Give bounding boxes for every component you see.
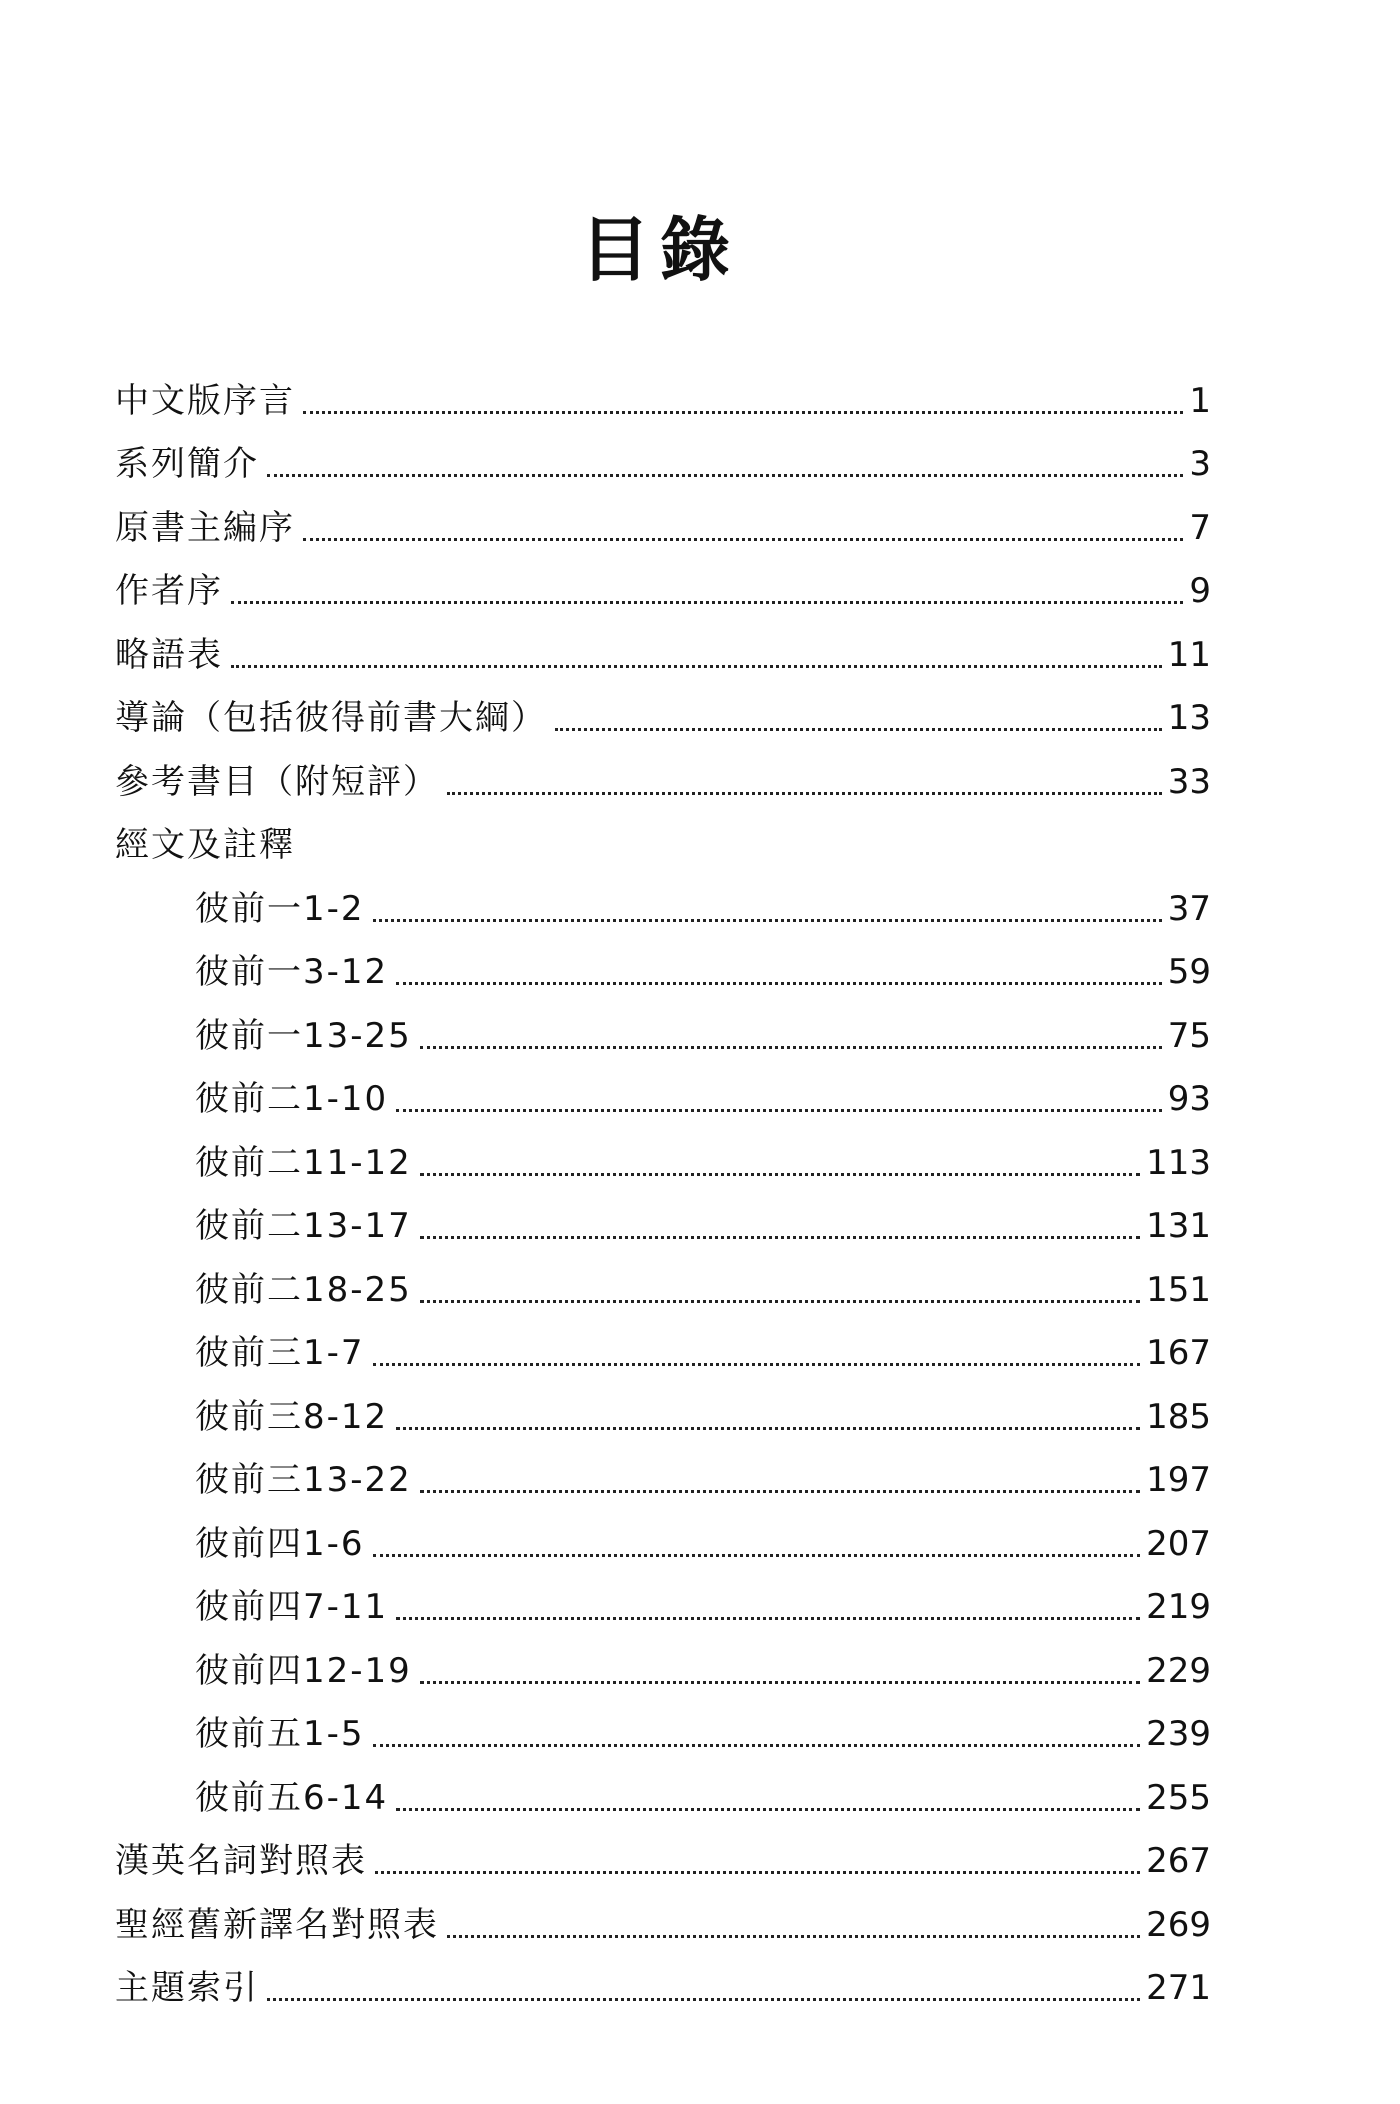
toc-dot-leader bbox=[303, 411, 1183, 414]
toc-dot-leader bbox=[420, 1046, 1162, 1049]
toc-page-number: 207 bbox=[1146, 1523, 1211, 1564]
toc-dot-leader bbox=[373, 1744, 1141, 1747]
toc-page-number: 113 bbox=[1146, 1142, 1211, 1183]
toc-page-number: 93 bbox=[1167, 1079, 1211, 1120]
toc-page-number: 131 bbox=[1146, 1206, 1211, 1247]
toc-entry-label: 中文版序言 bbox=[115, 380, 295, 421]
toc-dot-leader bbox=[396, 1808, 1140, 1811]
toc-entry[interactable] bbox=[115, 1247, 1211, 1311]
toc-entry-label: 彼前四1-6 bbox=[195, 1523, 365, 1564]
toc-page-number: 13 bbox=[1167, 698, 1211, 739]
toc-entry-label: 主題索引 bbox=[115, 1968, 259, 2009]
toc-page-number: 33 bbox=[1167, 761, 1211, 802]
toc-page-number: 7 bbox=[1189, 507, 1211, 548]
toc-page-number: 167 bbox=[1146, 1333, 1211, 1374]
toc-page-number: 271 bbox=[1146, 1968, 1211, 2009]
toc-dot-leader bbox=[267, 1998, 1140, 2001]
toc-dot-leader bbox=[373, 919, 1162, 922]
toc-dot-leader bbox=[396, 1109, 1162, 1112]
toc-entry[interactable] bbox=[115, 358, 1211, 422]
toc-entry-label: 聖經舊新譯名對照表 bbox=[115, 1904, 439, 1945]
toc-entry-label: 彼前一1-2 bbox=[195, 888, 365, 929]
toc-dot-leader bbox=[303, 538, 1183, 541]
toc-entry[interactable] bbox=[115, 1819, 1211, 1883]
toc-entry[interactable] bbox=[115, 1692, 1211, 1756]
toc-dot-leader bbox=[420, 1681, 1140, 1684]
toc-entry-label: 原書主編序 bbox=[115, 507, 295, 548]
toc-page-number: 151 bbox=[1146, 1269, 1211, 1310]
toc-page-number: 3 bbox=[1189, 444, 1211, 485]
toc-entry-label: 彼前二11-12 bbox=[195, 1142, 412, 1183]
toc-entry-label: 彼前二1-10 bbox=[195, 1079, 389, 1120]
toc-entry[interactable] bbox=[115, 612, 1211, 676]
toc-entry[interactable] bbox=[115, 930, 1211, 994]
toc-entry[interactable] bbox=[115, 549, 1211, 613]
toc-page-number: 239 bbox=[1146, 1714, 1211, 1755]
toc-page-number: 229 bbox=[1146, 1650, 1211, 1691]
toc-page-number: 59 bbox=[1167, 952, 1211, 993]
toc-entry[interactable] bbox=[115, 1946, 1211, 2010]
toc-page-number: 11 bbox=[1167, 634, 1211, 675]
toc-entry-label: 彼前五6-14 bbox=[195, 1777, 389, 1818]
toc-dot-leader bbox=[420, 1300, 1140, 1303]
toc-entry-label: 系列簡介 bbox=[115, 444, 259, 485]
toc-entry[interactable] bbox=[115, 1438, 1211, 1502]
toc-entry-label: 彼前二13-17 bbox=[195, 1206, 412, 1247]
toc-entry-label: 彼前三8-12 bbox=[195, 1396, 389, 1437]
toc-page-number: 1 bbox=[1189, 380, 1211, 421]
toc-entry[interactable] bbox=[115, 1628, 1211, 1692]
toc-dot-leader bbox=[447, 1935, 1140, 1938]
toc-entry-label: 彼前五1-5 bbox=[195, 1714, 365, 1755]
toc-dot-leader bbox=[396, 982, 1162, 985]
toc-entry-label: 彼前四7-11 bbox=[195, 1587, 389, 1628]
toc-entry[interactable] bbox=[115, 1184, 1211, 1248]
page-title: 目錄 bbox=[580, 208, 740, 291]
toc-page-number: 75 bbox=[1167, 1015, 1211, 1056]
toc-entry[interactable] bbox=[115, 485, 1211, 549]
toc-entry[interactable] bbox=[115, 993, 1211, 1057]
toc-entry[interactable] bbox=[115, 1311, 1211, 1375]
toc-dot-leader bbox=[373, 1363, 1141, 1366]
toc-page-number: 9 bbox=[1189, 571, 1211, 612]
toc-dot-leader bbox=[420, 1173, 1140, 1176]
toc-entry[interactable] bbox=[115, 803, 1211, 867]
toc-dot-leader bbox=[231, 601, 1183, 604]
toc-entry[interactable] bbox=[115, 739, 1211, 803]
toc-entry-label: 經文及註釋 bbox=[115, 825, 295, 866]
toc-entry-label: 參考書目（附短評） bbox=[115, 761, 439, 802]
toc-entry-label: 漢英名詞對照表 bbox=[115, 1841, 367, 1882]
toc-entry-label: 彼前四12-19 bbox=[195, 1650, 412, 1691]
toc-dot-leader bbox=[267, 474, 1183, 477]
toc-dot-leader bbox=[396, 1427, 1140, 1430]
toc-entry[interactable] bbox=[115, 1057, 1211, 1121]
toc-page-number: 37 bbox=[1167, 888, 1211, 929]
toc-entry-label: 彼前二18-25 bbox=[195, 1269, 412, 1310]
toc-dot-leader bbox=[373, 1554, 1141, 1557]
toc-entry[interactable] bbox=[115, 1120, 1211, 1184]
toc-entry-label: 彼前一13-25 bbox=[195, 1015, 412, 1056]
toc-dot-leader bbox=[555, 728, 1162, 731]
toc-entry-label: 彼前三13-22 bbox=[195, 1460, 412, 1501]
toc-dot-leader bbox=[375, 1871, 1140, 1874]
toc-entry[interactable] bbox=[115, 422, 1211, 486]
toc-entry-label: 略語表 bbox=[115, 634, 223, 675]
toc-page-number: 197 bbox=[1146, 1460, 1211, 1501]
toc-entry[interactable] bbox=[115, 866, 1211, 930]
toc-dot-leader bbox=[420, 1236, 1140, 1239]
toc-entry[interactable] bbox=[115, 1882, 1211, 1946]
toc-dot-leader bbox=[396, 1617, 1140, 1620]
toc-entry[interactable] bbox=[115, 1565, 1211, 1629]
toc-entry[interactable] bbox=[115, 1374, 1211, 1438]
toc-dot-leader bbox=[447, 792, 1162, 795]
toc-dot-leader bbox=[420, 1490, 1140, 1493]
toc-dot-leader bbox=[231, 665, 1162, 668]
toc-entry-label: 導論（包括彼得前書大綱） bbox=[115, 698, 547, 739]
toc-page-number: 219 bbox=[1146, 1587, 1211, 1628]
toc-entry-label: 作者序 bbox=[115, 571, 223, 612]
toc-entry[interactable] bbox=[115, 1501, 1211, 1565]
table-of-contents bbox=[115, 358, 1211, 2009]
toc-entry-label: 彼前三1-7 bbox=[195, 1333, 365, 1374]
toc-entry[interactable] bbox=[115, 1755, 1211, 1819]
toc-entry-label: 彼前一3-12 bbox=[195, 952, 389, 993]
toc-entry[interactable] bbox=[115, 676, 1211, 740]
toc-page-number: 255 bbox=[1146, 1777, 1211, 1818]
toc-page-number: 269 bbox=[1146, 1904, 1211, 1945]
toc-page-number: 267 bbox=[1146, 1841, 1211, 1882]
toc-page-number: 185 bbox=[1146, 1396, 1211, 1437]
